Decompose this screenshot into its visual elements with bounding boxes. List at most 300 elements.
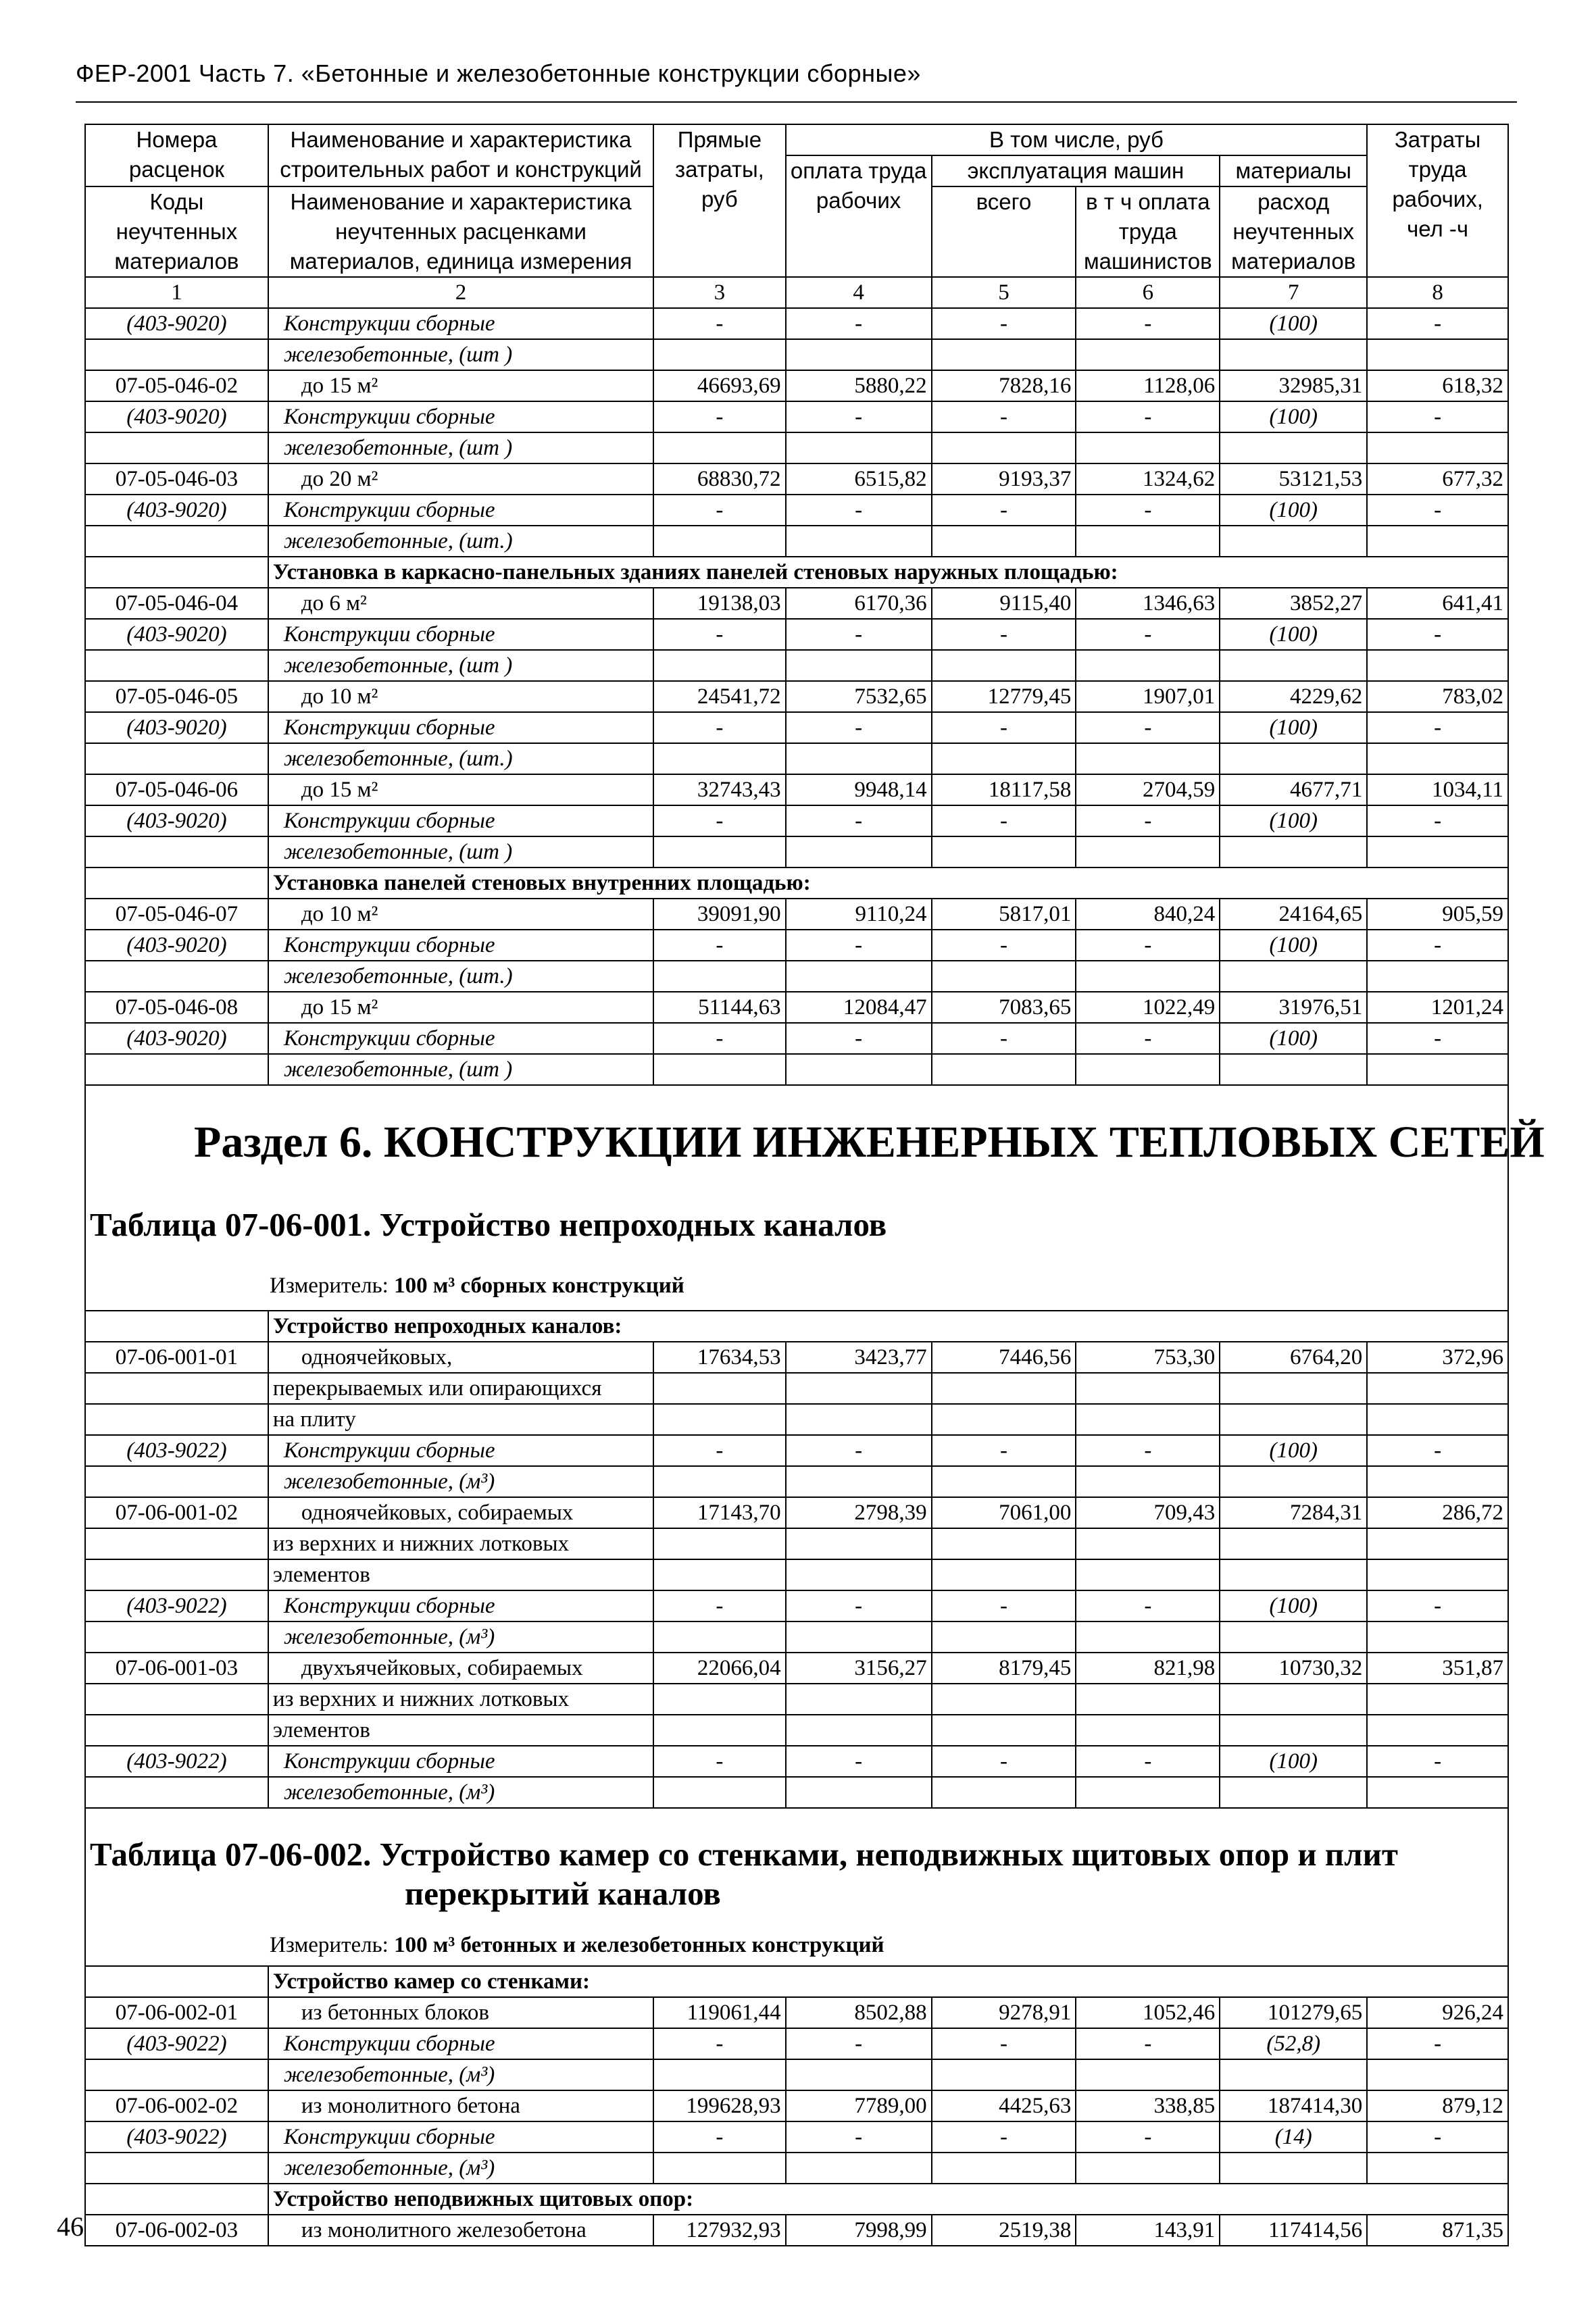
header-row-1 — [85, 124, 1508, 155]
machine-total: 9115,40 — [932, 588, 1076, 619]
cell-dash: - — [653, 495, 786, 526]
material-code: (403-9020) — [85, 401, 268, 432]
machine-total: 7061,00 — [932, 1497, 1076, 1528]
rate-name: элементов — [268, 1559, 653, 1590]
cell-dash: - — [653, 805, 786, 836]
cell-dash: - — [786, 1435, 932, 1466]
labor-pay: 9948,14 — [786, 774, 932, 805]
machinist-pay: 1907,01 — [1076, 681, 1220, 712]
rate-row — [85, 370, 1508, 401]
section-cell — [85, 1085, 1545, 1311]
rate-row — [85, 899, 1508, 930]
material-code: (403-9020) — [85, 495, 268, 526]
direct-cost: 46693,69 — [653, 370, 786, 401]
material-share: (100) — [1220, 308, 1367, 339]
cell-dash: - — [786, 1590, 932, 1621]
machine-total: 9193,37 — [932, 463, 1076, 495]
cell-dash: - — [932, 1746, 1076, 1777]
labor-pay: 6170,36 — [786, 588, 932, 619]
material-row — [85, 930, 1508, 961]
group-header: В том числе, руб — [786, 124, 1368, 155]
labor-pay: 7532,65 — [786, 681, 932, 712]
labor-hours: 286,72 — [1367, 1497, 1508, 1528]
direct-cost: 68830,72 — [653, 463, 786, 495]
group-row — [85, 1311, 1508, 1342]
labor-hours: 905,59 — [1367, 899, 1508, 930]
measure-prefix: Измеритель: — [270, 1933, 395, 1957]
cell-dash: - — [1076, 1435, 1220, 1466]
material-row — [85, 1435, 1508, 1466]
rate-row-cont — [85, 1404, 1508, 1435]
rate-row — [85, 1497, 1508, 1528]
material-row-cont — [85, 836, 1508, 867]
material-name: железобетонные, (шт ) — [268, 836, 653, 867]
cell-dash: - — [786, 1023, 932, 1054]
material-name: железобетонные, (шт.) — [268, 961, 653, 992]
rate-code: 07-06-002-03 — [85, 2215, 268, 2246]
rate-name: элементов — [268, 1715, 653, 1746]
labor-pay: 7998,99 — [786, 2215, 932, 2246]
material-share: (100) — [1220, 1435, 1367, 1466]
rate-row — [85, 1997, 1508, 2028]
material-share: (100) — [1220, 619, 1367, 650]
col1-bottom-header: Коды неучтенных материалов — [85, 186, 268, 277]
materials-cost: 31976,51 — [1220, 992, 1367, 1023]
machinist-pay: 1128,06 — [1076, 370, 1220, 401]
material-row-cont — [85, 961, 1508, 992]
material-name: Конструкции сборные — [268, 1746, 653, 1777]
col7-header: расход неучтенных материалов — [1220, 186, 1367, 277]
cell-dash: - — [786, 401, 932, 432]
material-code: (403-9020) — [85, 930, 268, 961]
cell-dash: - — [1076, 2028, 1220, 2059]
table2-heading-cell — [85, 1808, 1508, 1966]
material-code: (403-9022) — [85, 1746, 268, 1777]
labor-hours: 871,35 — [1367, 2215, 1508, 2246]
col2-bottom-header: Наименование и характеристика неучтенных расценками материалов, единица измерения — [268, 186, 653, 277]
material-code: (403-9022) — [85, 1435, 268, 1466]
direct-cost: 199628,93 — [653, 2090, 786, 2121]
material-share: (52,8) — [1220, 2028, 1367, 2059]
rate-name: из верхних и нижних лотковых — [268, 1684, 653, 1715]
rate-name: до 15 м² — [268, 370, 653, 401]
direct-cost: 17634,53 — [653, 1342, 786, 1373]
labor-pay: 7789,00 — [786, 2090, 932, 2121]
material-name: Конструкции сборные — [268, 619, 653, 650]
machinist-pay: 1346,63 — [1076, 588, 1220, 619]
labor-hours: 783,02 — [1367, 681, 1508, 712]
rate-name: из верхних и нижних лотковых — [268, 1528, 653, 1559]
machine-total: 7083,65 — [932, 992, 1076, 1023]
machine-total: 2519,38 — [932, 2215, 1076, 2246]
cell-dash: - — [1076, 1590, 1220, 1621]
group-row — [85, 2184, 1508, 2215]
cell-dash: - — [1367, 712, 1508, 743]
col8-header: Затраты труда рабочих, чел -ч — [1367, 124, 1508, 277]
cell-dash: - — [1076, 2121, 1220, 2153]
material-name: железобетонные, (м³) — [268, 1777, 653, 1808]
material-row — [85, 401, 1508, 432]
rate-name: перекрываемых или опирающихся — [268, 1373, 653, 1404]
material-code: (403-9022) — [85, 2121, 268, 2153]
material-row — [85, 712, 1508, 743]
material-row — [85, 1023, 1508, 1054]
materials-cost: 4677,71 — [1220, 774, 1367, 805]
cell-dash: - — [786, 308, 932, 339]
material-share: (100) — [1220, 712, 1367, 743]
cell-dash: - — [786, 805, 932, 836]
labor-hours: 1201,24 — [1367, 992, 1508, 1023]
materials-cost: 10730,32 — [1220, 1653, 1367, 1684]
cell-dash: - — [786, 619, 932, 650]
rate-row — [85, 774, 1508, 805]
rate-row-cont — [85, 1559, 1508, 1590]
machine-total: 9278,91 — [932, 1997, 1076, 2028]
rate-row — [85, 2215, 1508, 2246]
machine-total: 5817,01 — [932, 899, 1076, 930]
table1-title: Таблица 07-06-001. Устройство непроходных каналов — [90, 1206, 887, 1243]
machinist-pay: 338,85 — [1076, 2090, 1220, 2121]
cell-dash: - — [653, 619, 786, 650]
labor-hours: 618,32 — [1367, 370, 1508, 401]
column-numbers-row — [85, 277, 1508, 308]
col4-header: оплата труда рабочих — [786, 155, 932, 277]
rate-name: из монолитного бетона — [268, 2090, 653, 2121]
labor-hours: 641,41 — [1367, 588, 1508, 619]
col5-header: всего — [932, 186, 1076, 277]
labor-hours: 677,32 — [1367, 463, 1508, 495]
col3-header: Прямые затраты, руб — [653, 124, 786, 277]
direct-cost: 24541,72 — [653, 681, 786, 712]
rate-row-cont — [85, 1373, 1508, 1404]
material-name: железобетонные, (шт ) — [268, 650, 653, 681]
labor-hours: 879,12 — [1367, 2090, 1508, 2121]
cell-dash: - — [1076, 495, 1220, 526]
materials-cost: 6764,20 — [1220, 1342, 1367, 1373]
materials-cost: 24164,65 — [1220, 899, 1367, 930]
cell-dash: - — [932, 2028, 1076, 2059]
cell-dash: - — [653, 1590, 786, 1621]
direct-cost: 119061,44 — [653, 1997, 786, 2028]
material-code: (403-9020) — [85, 1023, 268, 1054]
cell-dash: - — [1367, 1746, 1508, 1777]
rate-name: одноячейковых, — [268, 1342, 653, 1373]
material-share: (100) — [1220, 401, 1367, 432]
rate-name: одноячейковых, собираемых — [268, 1497, 653, 1528]
direct-cost: 51144,63 — [653, 992, 786, 1023]
labor-pay: 12084,47 — [786, 992, 932, 1023]
col-num: 5 — [932, 277, 1076, 308]
cell-dash: - — [1367, 930, 1508, 961]
rate-code: 07-06-001-02 — [85, 1497, 268, 1528]
cell-dash: - — [932, 2121, 1076, 2153]
machinist-pay: 840,24 — [1076, 899, 1220, 930]
material-name: железобетонные, (шт.) — [268, 743, 653, 774]
material-row — [85, 619, 1508, 650]
rate-row — [85, 1342, 1508, 1373]
cell-dash: - — [932, 712, 1076, 743]
cell-dash: - — [1076, 308, 1220, 339]
rate-code: 07-06-001-01 — [85, 1342, 268, 1373]
rate-row-cont — [85, 1684, 1508, 1715]
cell-dash: - — [653, 2028, 786, 2059]
cell-dash: - — [786, 1746, 932, 1777]
materials-header: материалы — [1220, 155, 1367, 186]
rate-code: 07-06-002-01 — [85, 1997, 268, 2028]
material-name: Конструкции сборные — [268, 401, 653, 432]
machine-total: 18117,58 — [932, 774, 1076, 805]
cell-dash: - — [1076, 712, 1220, 743]
col6-header: в т ч оплата труда машинистов — [1076, 186, 1220, 277]
material-code: (403-9020) — [85, 619, 268, 650]
cell-dash: - — [1076, 619, 1220, 650]
cell-dash: - — [1367, 1435, 1508, 1466]
col2-top-header: Наименование и характеристика строительных работ и конструкций — [268, 124, 653, 186]
header-rule — [76, 101, 1517, 103]
cell-dash: - — [932, 495, 1076, 526]
material-code: (403-9022) — [85, 2028, 268, 2059]
rate-name: до 15 м² — [268, 774, 653, 805]
machinist-pay: 753,30 — [1076, 1342, 1220, 1373]
rate-code: 07-06-001-03 — [85, 1653, 268, 1684]
labor-pay: 3156,27 — [786, 1653, 932, 1684]
materials-cost: 101279,65 — [1220, 1997, 1367, 2028]
materials-cost: 3852,27 — [1220, 588, 1367, 619]
col-num: 2 — [268, 277, 653, 308]
rate-name: до 10 м² — [268, 681, 653, 712]
main-table-wrap — [84, 124, 1545, 2246]
material-name: Конструкции сборные — [268, 1590, 653, 1621]
col-num: 7 — [1220, 277, 1367, 308]
cell-dash: - — [1367, 619, 1508, 650]
labor-pay: 6515,82 — [786, 463, 932, 495]
cell-dash: - — [1367, 2028, 1508, 2059]
rate-row — [85, 992, 1508, 1023]
cell-dash: - — [653, 308, 786, 339]
material-share: (100) — [1220, 1746, 1367, 1777]
rate-row — [85, 463, 1508, 495]
page-number: 46 — [57, 2211, 84, 2242]
rate-name: до 6 м² — [268, 588, 653, 619]
labor-pay: 8502,88 — [786, 1997, 932, 2028]
materials-cost: 53121,53 — [1220, 463, 1367, 495]
cell-dash: - — [786, 2121, 932, 2153]
group-title: Установка в каркасно-панельных зданиях панелей стеновых наружных площадью: — [268, 557, 1508, 588]
cell-dash: - — [653, 1023, 786, 1054]
rate-name: до 10 м² — [268, 899, 653, 930]
group-title: Устройство камер со стенками: — [268, 1966, 1508, 1997]
material-name: Конструкции сборные — [268, 1023, 653, 1054]
labor-pay: 3423,77 — [786, 1342, 932, 1373]
material-name: Конструкции сборные — [268, 495, 653, 526]
machine-total: 8179,45 — [932, 1653, 1076, 1684]
machinist-pay: 709,43 — [1076, 1497, 1220, 1528]
material-row-cont — [85, 650, 1508, 681]
labor-pay: 9110,24 — [786, 899, 932, 930]
material-row-cont — [85, 1777, 1508, 1808]
group-row — [85, 1966, 1508, 1997]
rate-row-cont — [85, 1528, 1508, 1559]
material-row-cont — [85, 2059, 1508, 2090]
machine-total: 4425,63 — [932, 2090, 1076, 2121]
cell-dash: - — [786, 2028, 932, 2059]
rate-name: двухъячейковых, собираемых — [268, 1653, 653, 1684]
rate-row — [85, 681, 1508, 712]
material-row-cont — [85, 1054, 1508, 1085]
cell-dash: - — [1076, 401, 1220, 432]
material-name: железобетонные, (м³) — [268, 1466, 653, 1497]
material-row — [85, 495, 1508, 526]
material-name: железобетонные, (м³) — [268, 2059, 653, 2090]
rate-name: до 15 м² — [268, 992, 653, 1023]
material-row — [85, 2121, 1508, 2153]
table2-title-cont: перекрытий каналов — [405, 1875, 721, 1912]
materials-cost: 7284,31 — [1220, 1497, 1367, 1528]
cell-dash: - — [653, 1746, 786, 1777]
material-name: железобетонные, (шт.) — [268, 526, 653, 557]
rate-row — [85, 2090, 1508, 2121]
material-code: (403-9020) — [85, 308, 268, 339]
exploit-header: эксплуатация машин — [932, 155, 1220, 186]
material-row-cont — [85, 2153, 1508, 2184]
cell-dash: - — [653, 712, 786, 743]
rate-row — [85, 588, 1508, 619]
material-name: железобетонные, (м³) — [268, 1621, 653, 1653]
table2-title: Таблица 07-06-002. Устройство камер со стенками, неподвижных щитовых опор и плит — [90, 1836, 1398, 1873]
direct-cost: 17143,70 — [653, 1497, 786, 1528]
material-row-cont — [85, 1466, 1508, 1497]
cell-dash: - — [932, 308, 1076, 339]
material-name: железобетонные, (шт ) — [268, 1054, 653, 1085]
material-name: Конструкции сборные — [268, 308, 653, 339]
machinist-pay: 2704,59 — [1076, 774, 1220, 805]
cell-dash: - — [1367, 1590, 1508, 1621]
materials-cost: 32985,31 — [1220, 370, 1367, 401]
cell-dash: - — [653, 930, 786, 961]
direct-cost: 127932,93 — [653, 2215, 786, 2246]
cell-dash: - — [1076, 805, 1220, 836]
material-share: (100) — [1220, 495, 1367, 526]
group-row — [85, 867, 1508, 899]
direct-cost: 39091,90 — [653, 899, 786, 930]
group-title: Устройство неподвижных щитовых опор: — [268, 2184, 1508, 2215]
material-name: Конструкции сборные — [268, 712, 653, 743]
machinist-pay: 143,91 — [1076, 2215, 1220, 2246]
rate-code: 07-05-046-07 — [85, 899, 268, 930]
rate-name: до 20 м² — [268, 463, 653, 495]
labor-hours: 1034,11 — [1367, 774, 1508, 805]
labor-hours: 926,24 — [1367, 1997, 1508, 2028]
cell-dash: - — [1367, 495, 1508, 526]
rate-code: 07-05-046-08 — [85, 992, 268, 1023]
machinist-pay: 1324,62 — [1076, 463, 1220, 495]
table2-heading-row — [85, 1808, 1508, 1966]
labor-hours: 351,87 — [1367, 1653, 1508, 1684]
material-name: Конструкции сборные — [268, 2028, 653, 2059]
machine-total: 7828,16 — [932, 370, 1076, 401]
rate-row-cont — [85, 1715, 1508, 1746]
group-title: Установка панелей стеновых внутренних площадью: — [268, 867, 1508, 899]
material-row — [85, 2028, 1508, 2059]
material-name: Конструкции сборные — [268, 930, 653, 961]
cell-dash: - — [1367, 401, 1508, 432]
material-row — [85, 805, 1508, 836]
material-row-cont — [85, 432, 1508, 463]
rate-code: 07-05-046-03 — [85, 463, 268, 495]
material-row — [85, 1590, 1508, 1621]
cell-dash: - — [932, 1435, 1076, 1466]
machinist-pay: 821,98 — [1076, 1653, 1220, 1684]
cell-dash: - — [653, 2121, 786, 2153]
page-header: ФЕР-2001 Часть 7. «Бетонные и железобетонные конструкции сборные» — [76, 59, 921, 87]
measure-value: 100 м³ бетонных и железобетонных конструкций — [394, 1933, 884, 1957]
cell-dash: - — [1367, 805, 1508, 836]
measure-prefix: Измеритель: — [270, 1274, 395, 1298]
rate-code: 07-06-002-02 — [85, 2090, 268, 2121]
cell-dash: - — [1076, 1746, 1220, 1777]
rate-row — [85, 1653, 1508, 1684]
cell-dash: - — [1076, 1023, 1220, 1054]
labor-pay: 2798,39 — [786, 1497, 932, 1528]
col-num: 4 — [786, 277, 932, 308]
material-row-cont — [85, 1621, 1508, 1653]
col-num: 3 — [653, 277, 786, 308]
material-name: железобетонные, (шт ) — [268, 432, 653, 463]
rate-name: из бетонных блоков — [268, 1997, 653, 2028]
cell-dash: - — [932, 1023, 1076, 1054]
cell-dash: - — [932, 1590, 1076, 1621]
rate-code: 07-05-046-04 — [85, 588, 268, 619]
col-num: 1 — [85, 277, 268, 308]
material-share: (100) — [1220, 930, 1367, 961]
table2-measure — [270, 1932, 884, 1959]
col-num: 8 — [1367, 277, 1508, 308]
cell-dash: - — [786, 712, 932, 743]
material-share: (14) — [1220, 2121, 1367, 2153]
cell-dash: - — [786, 930, 932, 961]
cell-dash: - — [1367, 1023, 1508, 1054]
rate-name: из монолитного железобетона — [268, 2215, 653, 2246]
materials-cost: 4229,62 — [1220, 681, 1367, 712]
labor-pay: 5880,22 — [786, 370, 932, 401]
cell-dash: - — [1076, 930, 1220, 961]
cell-dash: - — [1367, 2121, 1508, 2153]
materials-cost: 117414,56 — [1220, 2215, 1367, 2246]
machinist-pay: 1052,46 — [1076, 1997, 1220, 2028]
col-num: 6 — [1076, 277, 1220, 308]
material-name: железобетонные, (м³) — [268, 2153, 653, 2184]
material-code: (403-9022) — [85, 1590, 268, 1621]
section-row — [85, 1085, 1508, 1311]
machinist-pay: 1022,49 — [1076, 992, 1220, 1023]
material-name: Конструкции сборные — [268, 805, 653, 836]
rate-code: 07-05-046-06 — [85, 774, 268, 805]
material-name: железобетонные, (шт ) — [268, 339, 653, 370]
rate-code: 07-05-046-02 — [85, 370, 268, 401]
cell-dash: - — [1367, 308, 1508, 339]
direct-cost: 22066,04 — [653, 1653, 786, 1684]
cell-dash: - — [932, 805, 1076, 836]
material-share: (100) — [1220, 1023, 1367, 1054]
material-row — [85, 1746, 1508, 1777]
labor-hours: 372,96 — [1367, 1342, 1508, 1373]
section-title: Раздел 6. КОНСТРУКЦИИ ИНЖЕНЕРНЫХ ТЕПЛОВЫХ СЕТЕЙ — [194, 1117, 1545, 1167]
col1-top-header: Номера расценок — [85, 124, 268, 186]
cell-dash: - — [653, 401, 786, 432]
material-code: (403-9020) — [85, 805, 268, 836]
material-name: Конструкции сборные — [268, 1435, 653, 1466]
material-row-cont — [85, 743, 1508, 774]
